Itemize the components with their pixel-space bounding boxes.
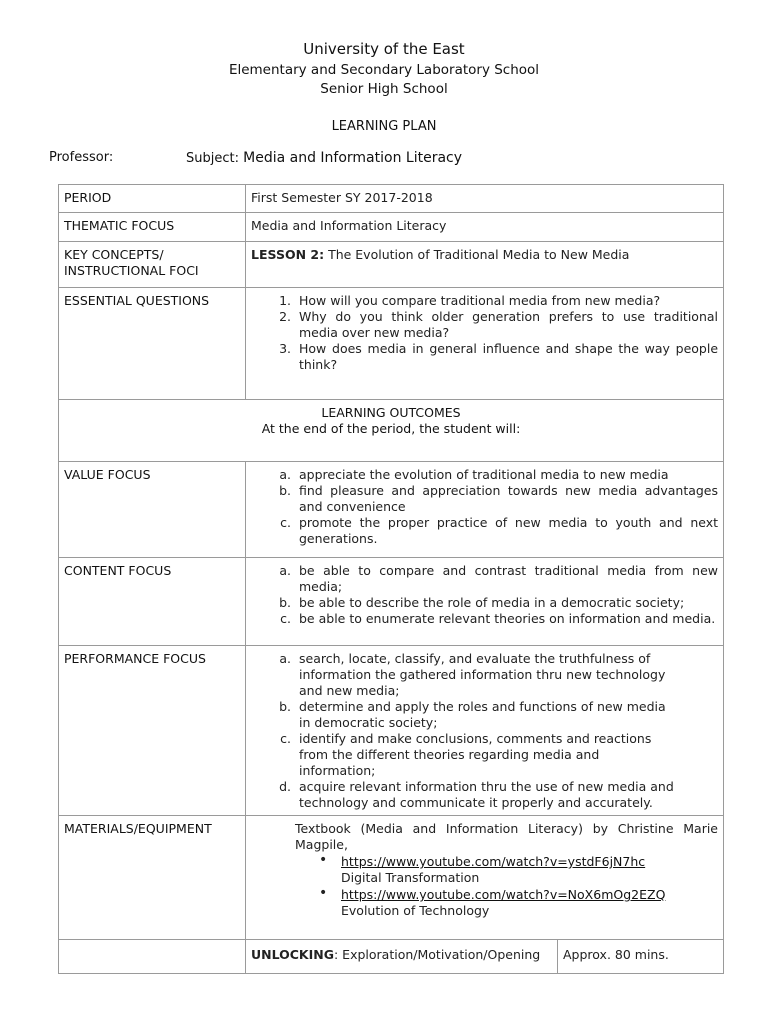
row-value-focus <box>59 462 724 558</box>
essential-list <box>251 293 718 373</box>
unlocking-label: UNLOCKING <box>251 947 334 962</box>
row-essential-questions <box>59 288 724 400</box>
row-content-focus <box>59 558 724 646</box>
list-item: 1. How will you compare traditional media from new media? <box>295 293 718 309</box>
lesson-text: The Evolution of Traditional Media to New Media <box>324 247 630 262</box>
materials-value <box>246 816 724 940</box>
unlocking-blank <box>59 940 246 974</box>
list-item: 2. Why do you think older generation prefers to use traditional media over new media? <box>295 309 718 341</box>
value-focus-label: VALUE FOCUS <box>59 462 246 558</box>
content-focus-list <box>251 563 718 627</box>
list-item: d. acquire relevant information thru the use of new media and technology and communicate it properly and accurately. <box>295 779 678 811</box>
key-concepts-label-line2: INSTRUCTIONAL FOCI <box>64 263 199 278</box>
thematic-value: Media and Information Literacy <box>246 213 724 242</box>
school-name: Elementary and Secondary Laboratory School <box>228 62 540 78</box>
row-unlocking <box>59 940 724 974</box>
subject-label: Subject: <box>186 151 239 166</box>
materials-label: MATERIALS/EQUIPMENT <box>59 816 246 940</box>
professor-label: Professor: <box>49 150 114 165</box>
key-concepts-value <box>246 242 724 288</box>
video-caption: Evolution of Technology <box>341 903 490 918</box>
list-item <box>319 852 718 886</box>
school-level: Senior High School <box>320 81 448 97</box>
unlocking-text: : Exploration/Motivation/Opening <box>334 947 541 962</box>
video-link[interactable]: https://www.youtube.com/watch?v=ystdF6jN7hc <box>341 854 646 869</box>
row-learning-outcomes <box>59 400 724 462</box>
row-materials <box>59 816 724 940</box>
bullet-icon: • <box>319 885 328 901</box>
plan-title: LEARNING PLAN <box>331 119 437 134</box>
period-value: First Semester SY 2017-2018 <box>246 185 724 213</box>
list-item <box>319 885 718 919</box>
key-concepts-label-line1: KEY CONCEPTS/ <box>64 247 164 262</box>
content-focus-value <box>246 558 724 646</box>
value-focus-list <box>251 467 718 547</box>
list-item: a. be able to compare and contrast traditional media from new media; <box>295 563 718 595</box>
essential-value <box>246 288 724 400</box>
list-item: b. determine and apply the roles and functions of new media in democratic society; <box>295 699 678 731</box>
outcomes-title: LEARNING OUTCOMES <box>321 405 461 420</box>
list-item: c. identify and make conclusions, comments and reactions from the different theories regarding media and information; <box>295 731 678 779</box>
lesson-label: LESSON 2: <box>251 247 325 262</box>
list-item: 3. How does media in general influence and shape the way people think? <box>295 341 718 373</box>
video-links <box>251 854 718 919</box>
subject-line <box>186 150 462 166</box>
outcomes-subtitle: At the end of the period, the student will: <box>261 421 521 436</box>
video-caption: Digital Transformation <box>341 870 480 885</box>
list-item: c. promote the proper practice of new media to youth and next generations. <box>295 515 718 547</box>
row-period <box>59 185 724 213</box>
key-concepts-label <box>59 242 246 288</box>
essential-label: ESSENTIAL QUESTIONS <box>59 288 246 400</box>
thematic-label: THEMATIC FOCUS <box>59 213 246 242</box>
learning-plan-table <box>58 184 724 974</box>
list-item: b. find pleasure and appreciation towards new media advantages and convenience <box>295 483 718 515</box>
bullet-icon: • <box>319 852 328 868</box>
list-item: a. search, locate, classify, and evaluate the truthfulness of information the gathered information thru new technology and new media; <box>295 651 678 699</box>
row-thematic <box>59 213 724 242</box>
performance-focus-list <box>251 651 718 811</box>
learning-outcomes <box>59 400 724 462</box>
unlocking-time: Approx. 80 mins. <box>558 940 724 974</box>
subject-value: Media and Information Literacy <box>243 150 463 166</box>
unlocking-value <box>246 940 558 974</box>
performance-focus-value <box>246 646 724 816</box>
university-name: University of the East <box>303 40 465 58</box>
content-focus-label: CONTENT FOCUS <box>59 558 246 646</box>
row-key-concepts <box>59 242 724 288</box>
list-item: a. appreciate the evolution of traditional media to new media <box>295 467 718 483</box>
list-item: b. be able to describe the role of media in a democratic society; <box>295 595 718 611</box>
textbook-text: Textbook (Media and Information Literacy) by Christine Marie Magpile, <box>295 821 719 852</box>
list-item: c. be able to enumerate relevant theories on information and media. <box>295 611 718 627</box>
performance-focus-label: PERFORMANCE FOCUS <box>59 646 246 816</box>
period-label: PERIOD <box>59 185 246 213</box>
row-performance-focus <box>59 646 724 816</box>
value-focus-value <box>246 462 724 558</box>
video-link[interactable]: https://www.youtube.com/watch?v=NoX6mOg2EZQ <box>341 887 666 902</box>
